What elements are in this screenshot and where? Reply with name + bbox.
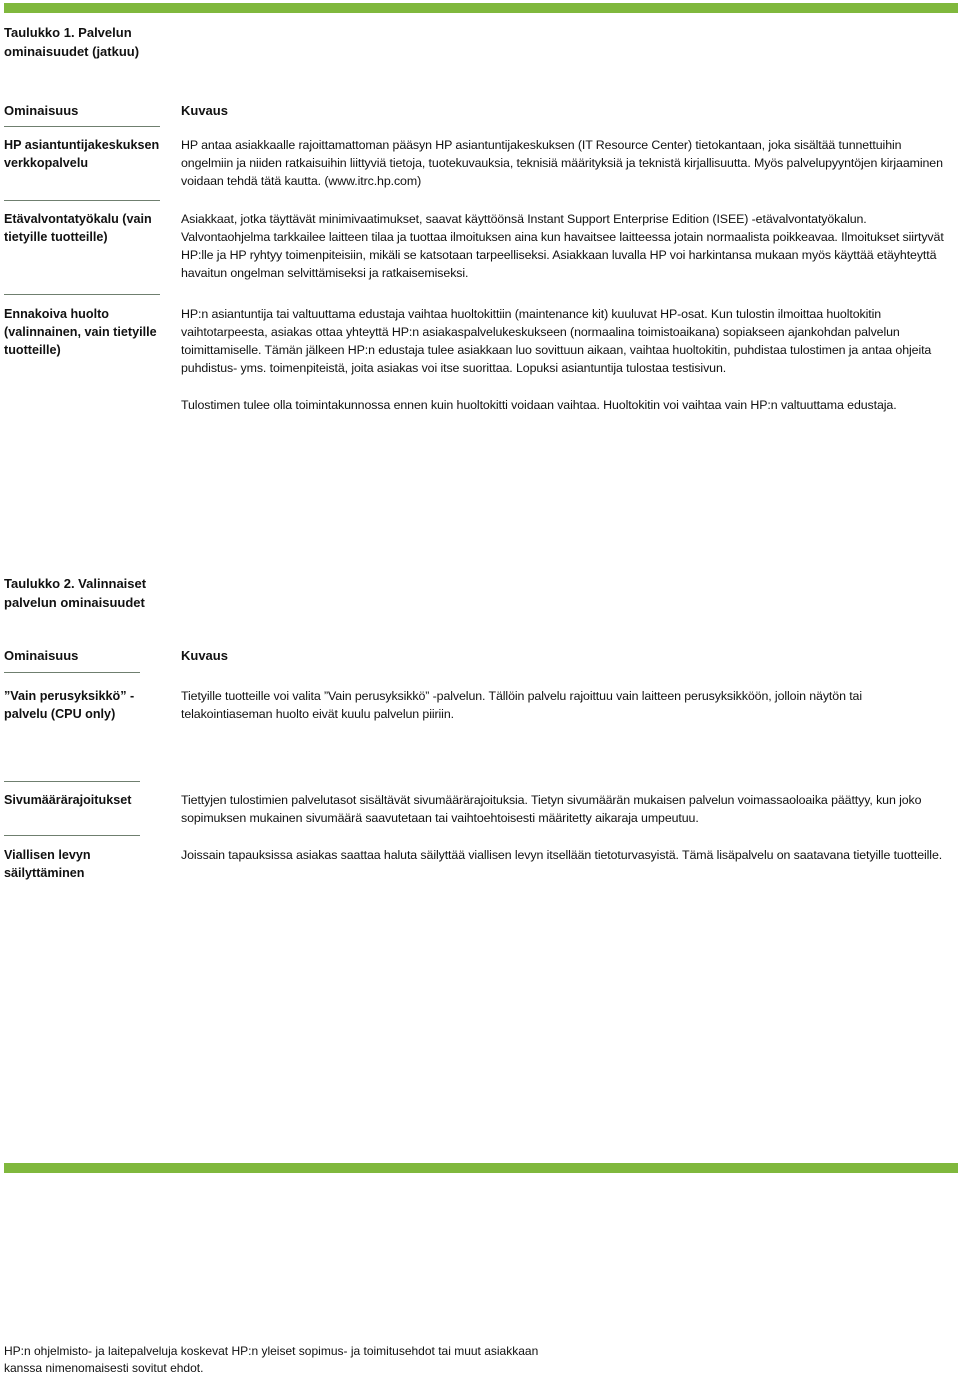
table1-title: Taulukko 1. Palvelun ominaisuudet (jatkuu) — [4, 25, 140, 59]
table2-row2-description: Tiettyjen tulostimien palvelutasot sisältävät sivumäärärajoituksia. Tietyn sivumäärän mukaisen palvelun voimassaoloaika päättyy, kun joko sopimuksen mukainen sivumäärä saavutetaan tai vaihtoehtoisesti määritetty aikaraja umpeutuu. — [181, 793, 922, 825]
table1-header-rule-left — [4, 126, 160, 127]
table2-header-feature: Ominaisuus — [4, 648, 79, 663]
table1-row1-feature: HP asiantuntijakeskuksen verkkopalvelu — [4, 138, 160, 170]
table2-row1-description: Tietyille tuotteille voi valita ”Vain perusyksikkö” -palvelun. Tällöin palvelu rajoittuu vain laitteen perusyksikköön, jolloin näytön tai telakointiaseman huolto eivät kuulu palvelun piiriin. — [181, 689, 862, 721]
table1-row2-rule — [4, 294, 160, 295]
table2-header-rule-left — [4, 672, 140, 673]
table1-header-description: Kuvaus — [181, 103, 228, 118]
table1-row1-rule — [4, 200, 160, 201]
table1-row2-feature: Etävalvontatyökalu (vain tietyille tuotteille) — [4, 212, 152, 244]
table2-row1-feature: ”Vain perusyksikkö” -palvelu (CPU only) — [4, 689, 135, 721]
bottom-accent-bar — [4, 1163, 958, 1173]
table1-row1-description: HP antaa asiakkaalle rajoittamattoman pääsyn HP asiantuntijakeskuksen (IT Resource Center) tietokantaan, joka sisältää tunnettuihin ongelmiin ja niiden ratkaisuihin liittyviä tietoja, tuotekuvauksia, teknisiä määrityksiä ja teknistä kirjallisuutta. Myös palvelupyyntöjen kirjaaminen voidaan tehdä tätä kautta. (www.itrc.hp.com) — [181, 138, 943, 188]
table2-header-description: Kuvaus — [181, 648, 228, 663]
footer-note: HP:n ohjelmisto- ja laitepalveluja koskevat HP:n yleiset sopimus- ja toimitusehdot tai muut asiakkaan kanssa nimenomaisesti sovitut ehdot. — [4, 1344, 539, 1375]
table2-row3-feature: Viallisen levyn säilyttäminen — [4, 848, 91, 880]
table2-title: Taulukko 2. Valinnaiset palvelun ominaisuudet — [4, 576, 147, 610]
table2-row3-description: Joissain tapauksissa asiakas saattaa haluta säilyttää viallisen levyn itsellään tietoturvasyistä. Tämä lisäpalvelu on saatavana tietyille tuotteille. — [181, 848, 943, 862]
table1-row2-description: Asiakkaat, jotka täyttävät minimivaatimukset, saavat käyttöönsä Instant Support Enterprise Edition (ISEE) -etävalvontatyökalun. Valvontaohjelma tarkkailee laitteen tilaa ja tuottaa ilmoituksen aina kun havaitsee laitteessa jotain normaalista poikkeavaa. Ilmoitukset siirtyvät HP:lle ja HP ryhtyy toimenpiteisiin, mikäli se katsotaan tarpeelliseksi. Asiakkaan luvalla HP voi harkintansa mukaan myös käyttää etäyhteyttä havaitun ongelman selvittämiseksi ja ratkaisemiseksi. — [181, 212, 944, 280]
table2-row1-rule — [4, 781, 140, 782]
table2-row2-feature: Sivumäärärajoitukset — [4, 793, 132, 807]
table1-row3-description-extra: Tulostimen tulee olla toimintakunnossa ennen kuin huoltokitti voidaan vaihtaa. Huoltokitin voi vaihtaa vain HP:n valtuuttama edustaja. — [181, 398, 897, 412]
table1-row3-description: HP:n asiantuntija tai valtuuttama edustaja vaihtaa huoltokittiin (maintenance kit) kuuluvat HP-osat. Kun tulostin ilmoittaa huoltokitin vaihtotarpeesta, asiakas ottaa yhteyttä HP:n asiakaspalvelukeskukseen (normaalina toimistoaikana) sopiakseen ajankohdan palvelun toimittamiselle. Tämän jälkeen HP:n edustaja tulee asiakkaan luo sovittuun aikaan, vaihtaa huoltokitin, puhdistaa tulostimen ja antaa ohjeita puhdistus- yms. toimenpiteistä, joita asiakas voi itse suorittaa. Lopuksi asiantuntija tulostaa testisivun. — [181, 307, 932, 375]
top-accent-bar — [4, 3, 958, 13]
table2-row2-rule — [4, 835, 140, 836]
table1-row3-feature: Ennakoiva huolto (valinnainen, vain tietyille tuotteille) — [4, 307, 157, 357]
table1-header-feature: Ominaisuus — [4, 103, 79, 118]
